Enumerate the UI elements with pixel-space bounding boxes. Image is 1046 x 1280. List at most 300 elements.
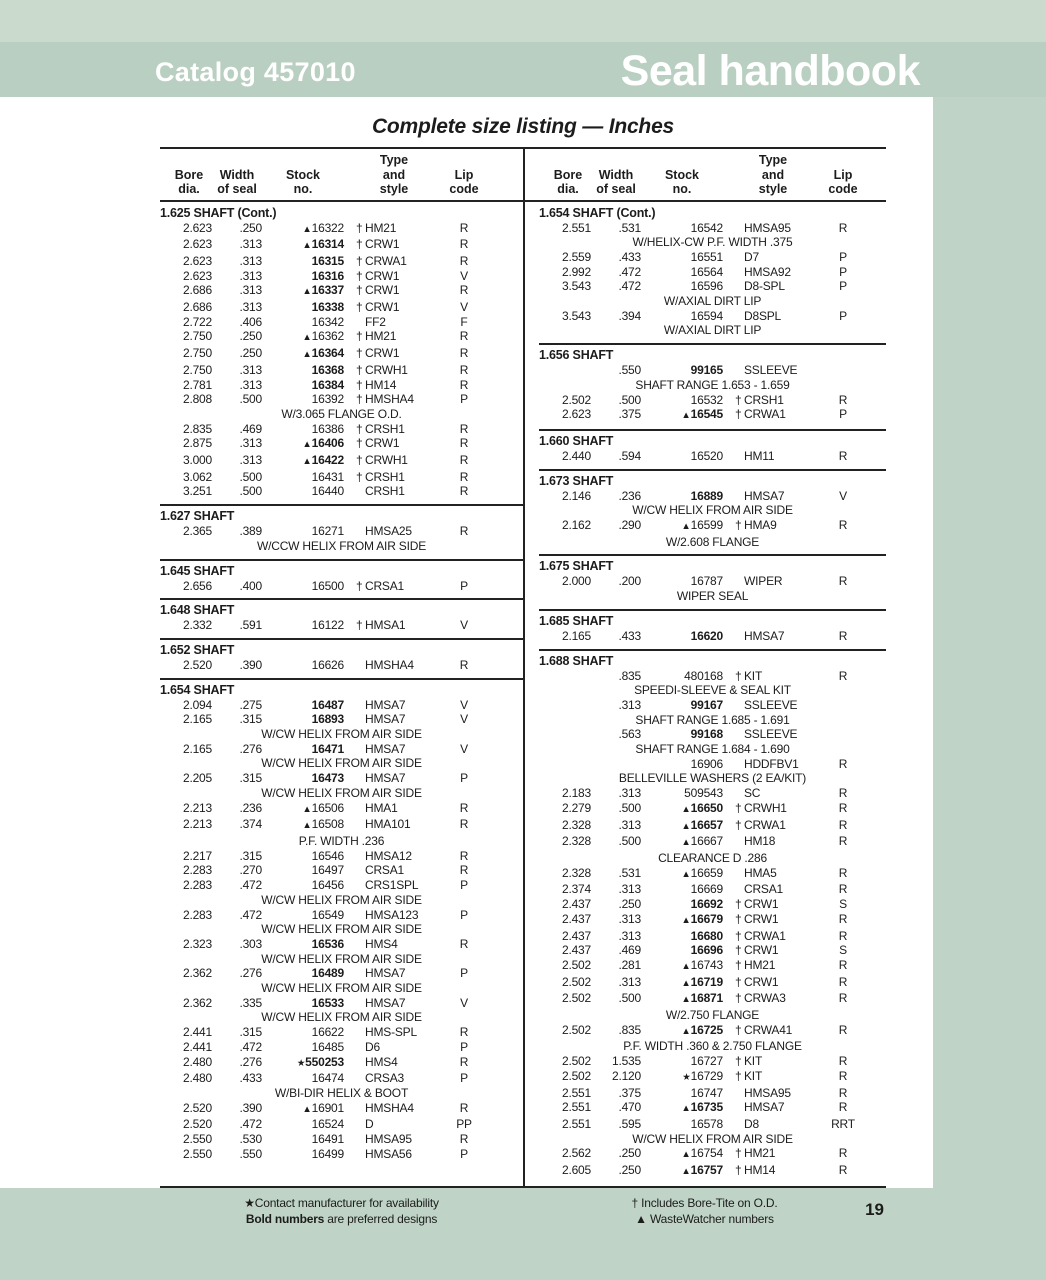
lip-code: P [839,279,847,294]
column-header-line [262,153,344,168]
type-style-text: HMSA7 [365,995,406,1010]
shaft-section [539,609,886,644]
column-header-line [444,153,484,168]
bore-tite-dagger-icon [356,849,365,864]
bore-dia: 2.623 [182,220,212,235]
column-header [344,153,444,197]
stock-no [641,975,723,992]
type-style [344,618,444,633]
column-header-line: style [379,182,409,196]
footnote-left [160,1195,523,1227]
stock-number-text: 16757 [690,1163,723,1178]
stock-no [262,966,344,981]
stock-no [262,908,344,923]
type-style [344,937,444,952]
type-style-text: CRW1 [365,300,400,315]
type-style-text: CRW1 [744,897,779,912]
seal-width: .290 [618,518,641,533]
seal-row [160,315,523,330]
seal-row [160,849,523,864]
lip-code: R [838,928,848,943]
type-style [344,712,444,727]
wastewatcher-triangle-icon: ▲ [302,803,312,815]
section-title: 1.688 SHAFT [539,653,614,668]
type-style [344,300,444,315]
type-style-text: HMSHA4 [365,657,414,672]
wastewatcher-triangle-icon: ▲ [302,223,312,235]
stock-number-text: 16384 [311,377,344,392]
type-style [344,1040,444,1055]
type-style [344,1132,444,1147]
seal-width: .595 [618,1116,641,1131]
type-style-text: HMSHA4 [365,392,414,407]
bore-dia: 2.551 [561,1100,591,1115]
stock-number-text: 16594 [690,308,723,323]
stock-number-text: 16315 [311,253,344,268]
stock-no [262,742,344,757]
stock-no [262,1025,344,1040]
stock-number-text: 16271 [311,524,344,539]
seal-row [160,1101,523,1118]
bore-tite-dagger-icon [735,786,744,801]
stock-number-text: 16754 [690,1146,723,1161]
stock-number-text: 16692 [690,897,723,912]
bore-tite-dagger-icon: † [735,1068,742,1083]
lip-code: P [460,392,468,407]
bore-tite-dagger-icon [356,801,365,818]
seal-width: .250 [239,346,262,361]
stock-number-text: 16549 [311,907,344,922]
seal-width: .270 [239,863,262,878]
lip-code: V [460,618,468,633]
bore-tite-dagger-icon [356,966,365,981]
star-icon: ★ [682,1071,691,1083]
type-style-text: CRSH1 [365,421,405,436]
bore-tite-dagger-icon: † [356,300,363,315]
seal-row [160,453,523,470]
stock-no [262,315,344,330]
seal-row [539,727,886,742]
seal-width: .313 [618,974,641,989]
wastewatcher-triangle-icon: ▲ [302,439,312,451]
seal-row [539,991,886,1008]
continuation-note: W/CW HELIX FROM AIR SIDE [261,951,422,966]
column-header [545,153,591,197]
type-style [723,393,823,408]
bore-dia: 2.502 [561,392,591,407]
stock-no [262,712,344,727]
seal-row [539,818,886,835]
shaft-section [539,469,886,550]
seal-row [539,279,886,294]
stock-number-text: 16599 [690,518,723,533]
type-style [723,801,823,818]
type-style-text: HMSA123 [365,907,419,922]
bore-dia: 2.781 [182,377,212,392]
bore-dia: 2.165 [182,741,212,756]
stock-number-text: 16564 [690,264,723,279]
seal-width: .375 [618,407,641,422]
lip-code: R [459,936,469,951]
bore-tite-dagger-icon: † [356,346,363,361]
bore-dia: 2.165 [182,712,212,727]
continuation-note: SPEEDI-SLEEVE & SEAL KIT [634,683,791,698]
lip-code: P [460,1071,468,1086]
seal-width: .313 [239,436,262,451]
seal-row [160,878,523,893]
column-header-line: Bore [174,167,204,182]
stock-number-text: 16431 [311,469,344,484]
lip-code: R [838,220,848,235]
seal-width: .276 [239,1054,262,1069]
continuation-note: W/CW HELIX FROM AIR SIDE [261,892,422,907]
continuation-note: W/CW HELIX FROM AIR SIDE [261,727,422,742]
bore-dia: 2.328 [561,834,591,849]
stock-number-text: 16546 [311,848,344,863]
type-style [344,484,444,499]
stock-number-text: 16392 [311,392,344,407]
type-style [344,378,444,393]
bore-dia: 2.283 [182,863,212,878]
shaft-section [539,554,886,603]
seal-row [160,524,523,539]
type-style [723,1023,823,1040]
seal-width: .303 [239,936,262,951]
seal-width: .275 [239,697,262,712]
lip-code: R [838,518,848,533]
wastewatcher-triangle-icon: ▲ [635,1211,647,1226]
lip-code: R [459,220,469,235]
seal-row [539,866,886,883]
bore-tite-dagger-icon [356,908,365,923]
bore-dia: 2.437 [561,897,591,912]
seal-row [160,1071,523,1086]
seal-row [160,1025,523,1040]
stock-no [641,882,723,897]
bore-dia: 2.213 [182,800,212,815]
lip-code: R [459,657,469,672]
type-style [723,221,823,236]
wastewatcher-triangle-icon: ▲ [681,868,691,880]
type-style-text: KIT [744,1054,763,1069]
seal-width: .315 [239,848,262,863]
type-style [723,1146,823,1163]
bore-dia: 2.502 [561,957,591,972]
stock-no [641,943,723,958]
type-style [344,453,444,470]
lip-code [823,363,863,378]
seal-row [160,801,523,818]
continuation-note: W/CW HELIX FROM AIR SIDE [632,503,793,518]
stock-no [641,407,723,424]
bore-tite-dagger-icon [735,363,744,378]
type-style-text: CRW1 [365,237,400,252]
type-style-text: CRW1 [365,283,400,298]
wastewatcher-triangle-icon: ▲ [681,1103,691,1115]
column-header [212,153,262,197]
seal-row [160,966,523,981]
seal-width [591,757,641,772]
lip-code: R [459,453,469,468]
type-style [723,629,823,644]
lip-code: R [838,911,848,926]
stock-no [262,878,344,893]
seal-row [539,407,886,424]
star-icon: ★ [244,1195,255,1210]
lip-code: R [838,448,848,463]
seal-width: .472 [239,1039,262,1054]
stock-no [262,237,344,254]
seal-width: .591 [239,618,262,633]
type-style-text: CRSA1 [365,863,405,878]
type-style [723,250,823,265]
bore-tite-dagger-icon [735,489,744,504]
stock-no [641,309,723,324]
seal-width: .276 [239,966,262,981]
bore-dia: 2.441 [182,1025,212,1040]
seal-row [160,436,523,453]
column-header [591,153,641,197]
bore-dia: 2.332 [182,618,212,633]
type-style-text: CRW1 [744,911,779,926]
type-style-text: CRSA1 [365,578,405,593]
bore-dia: 2.441 [182,1039,212,1054]
seal-width: .433 [618,628,641,643]
stock-number-text: 99168 [690,727,723,742]
lip-code: R [459,283,469,298]
bore-tite-dagger-icon: † [356,329,363,344]
stock-number-text: 16338 [311,300,344,315]
bore-tite-dagger-icon [356,698,365,713]
lip-code: R [459,1025,469,1040]
bore-tite-dagger-icon: † [735,991,742,1006]
lip-code: R [459,800,469,815]
type-style [344,698,444,713]
lip-code: R [838,817,848,832]
bore-dia: 3.543 [561,308,591,323]
table-header-right [523,149,886,200]
stock-no [262,996,344,1011]
lip-code: R [838,991,848,1006]
stock-no [641,1086,723,1101]
stock-no [262,849,344,864]
section-title: 1.685 SHAFT [539,613,614,628]
section-title: 1.654 SHAFT (Cont.) [539,205,656,220]
stock-no [641,629,723,644]
bore-dia: 2.502 [561,1068,591,1083]
wastewatcher-triangle-icon: ▲ [681,977,691,989]
shaft-section [160,559,523,594]
seal-row [160,378,523,393]
type-style-text: CRSH1 [365,469,405,484]
seal-row [160,937,523,952]
seal-width: 1.535 [611,1054,641,1069]
type-style-text: D7 [744,249,759,264]
type-style-text: HM21 [744,1146,776,1161]
stock-no [262,254,344,269]
seal-row [539,669,886,684]
table-header [160,147,886,202]
type-style [344,579,444,594]
bore-tite-dagger-icon [356,1040,365,1055]
stock-number-text: 16578 [690,1116,723,1131]
lip-code: V [460,268,468,283]
stock-no [641,393,723,408]
continuation-note: W/BI-DIR HELIX & BOOT [274,1085,409,1100]
seal-width: .315 [239,712,262,727]
type-style-text: HM21 [365,329,397,344]
seal-width: .469 [618,943,641,958]
bore-dia: 2.992 [561,264,591,279]
stock-number-text: 16316 [311,268,344,283]
continuation-note: W/CW HELIX FROM AIR SIDE [261,785,422,800]
type-style-text: HDDFBV1 [744,756,799,771]
bore-dia: 2.623 [182,253,212,268]
type-style [344,392,444,407]
continuation-note: W/HELIX-CW P.F. WIDTH .375 [632,235,793,250]
type-style [723,975,823,992]
lip-code: R [459,469,469,484]
stock-no [641,991,723,1008]
section-title: 1.673 SHAFT [539,473,614,488]
bore-tite-dagger-icon [356,1101,365,1118]
type-style-text: CRWA41 [744,1022,793,1037]
lip-code: R [459,362,469,377]
seal-width: .375 [618,1085,641,1100]
column-header-line [212,153,262,168]
type-style-text: WIPER [744,574,783,589]
stock-no [262,863,344,878]
column-header-line: dia. [178,182,200,196]
type-style-text: HM18 [744,834,776,849]
type-style [344,1147,444,1162]
seal-row [160,1055,523,1072]
bore-tite-dagger-icon: † [356,377,363,392]
footnotes [160,1195,886,1227]
bore-tite-dagger-icon: † [735,1146,742,1161]
type-style [344,315,444,330]
lip-code: R [838,756,848,771]
seal-row [160,698,523,713]
dagger-footnote: † Includes Bore-Tite on O.D. [631,1195,778,1210]
type-style-text: HMSA7 [365,697,406,712]
bore-tite-dagger-icon: † [356,237,363,252]
bore-dia: 2.328 [561,865,591,880]
bore-tite-dagger-icon: † [356,220,363,235]
seal-width: .550 [239,1146,262,1161]
stock-number-text: 16386 [311,421,344,436]
seal-width: .250 [618,1163,641,1178]
type-style [723,279,823,294]
seal-row [539,1054,886,1069]
type-style [723,912,823,929]
bore-dia: 2.750 [182,362,212,377]
section-title: 1.675 SHAFT [539,559,614,574]
seal-width: .472 [239,907,262,922]
bore-dia: 2.502 [561,1054,591,1069]
bore-dia: 2.323 [182,936,212,951]
stock-no [641,698,723,713]
seal-row [160,996,523,1011]
stock-number-text: 16500 [311,578,344,593]
seal-row [539,882,886,897]
type-style-text: CRW1 [365,268,400,283]
shaft-section [539,649,886,1180]
bore-tite-dagger-icon [735,449,744,464]
bore-tite-dagger-icon [356,863,365,878]
lip-code: V [460,995,468,1010]
bore-tite-dagger-icon [356,742,365,757]
seal-width: 2.120 [611,1068,641,1083]
type-style-text: HMSA1 [365,618,406,633]
bore-tite-dagger-icon [356,315,365,330]
bore-dia: 2.750 [182,329,212,344]
bore-dia: 2.550 [182,1146,212,1161]
continuation-note: W/CCW HELIX FROM AIR SIDE [256,538,426,553]
continuation-note: W/2.608 FLANGE [665,534,760,549]
continuation-note: W/CW HELIX FROM AIR SIDE [261,1010,422,1025]
type-style [344,237,444,254]
type-style-text: CRSH1 [744,392,784,407]
continuation-note: W/2.750 FLANGE [665,1008,760,1023]
type-style-text: CRSH1 [365,484,405,499]
wastewatcher-triangle-icon: ▲ [302,286,312,298]
bore-dia: 3.543 [561,279,591,294]
type-style [344,996,444,1011]
column-header-line: and [382,167,406,182]
stock-no [262,1101,344,1118]
type-style [344,863,444,878]
seal-row [539,363,886,378]
stock-number-text: 16743 [690,957,723,972]
seal-row [539,1100,886,1117]
seal-width: .389 [239,524,262,539]
seal-row [539,1163,886,1180]
stock-no [262,801,344,818]
stock-number-text: 99165 [690,363,723,378]
stock-no [262,378,344,393]
shaft-section [160,598,523,633]
type-style [344,1025,444,1040]
seal-row [539,698,886,713]
seal-width: .472 [239,1117,262,1132]
continuation-note: CLEARANCE D .286 [658,851,767,865]
bore-dia: 2.551 [561,1116,591,1131]
bore-tite-dagger-icon: † [735,943,742,958]
column-header [166,153,212,197]
stock-number-text: 16422 [311,453,344,468]
stock-number-text: 16680 [690,928,723,943]
page-title: Complete size listing — Inches [371,115,675,138]
type-style [723,866,823,883]
lip-code: P [460,1146,468,1161]
seal-width: .335 [239,995,262,1010]
wastewatcher-triangle-icon: ▲ [681,914,691,926]
stock-number-text: 16364 [311,346,344,361]
column-header-line: Stock [664,167,700,182]
seal-width: .531 [618,865,641,880]
bore-dia: 2.328 [561,817,591,832]
type-style-text: HMSA95 [744,1085,791,1100]
lip-code: R [459,329,469,344]
stock-number-text: 16679 [690,911,723,926]
seal-width: .470 [618,1100,641,1115]
bore-tite-dagger-icon [735,866,744,883]
bore-tite-dagger-icon [356,1117,365,1132]
bore-tite-dagger-icon [356,1132,365,1147]
type-style [723,518,823,535]
column-header-line: Lip [833,167,853,182]
